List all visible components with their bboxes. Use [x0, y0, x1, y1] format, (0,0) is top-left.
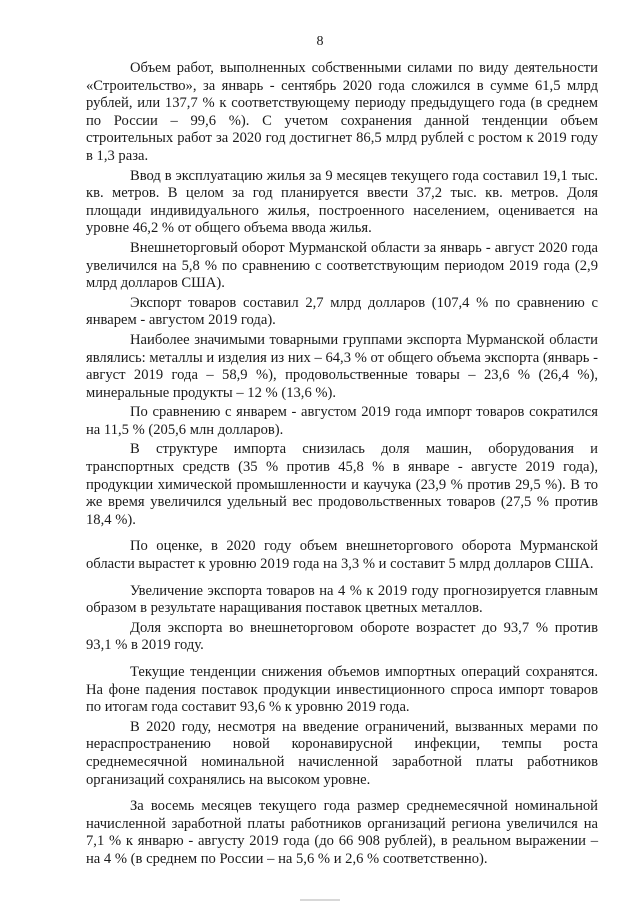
paragraph-export-groups: Наиболее значимыми товарными группами экспорта Мурманской области являлись: металлы и изделия из них – 64,3 % от общего объема экспорта (январь - август 2019 года – 58,9 %), продовольственные товары – 23,6 % (26,4 %), минеральные продукты – 12 % (13,6 %).: [86, 331, 598, 401]
paragraph-trade-turnover: Внешнеторговый оборот Мурманской области за январь - август 2020 года увеличился на 5,8 % по сравнению с соответствующим периодом 2019 года (2,9 млрд долларов США).: [86, 239, 598, 292]
paragraph-housing: Ввод в эксплуатацию жилья за 9 месяцев текущего года составил 19,1 тыс. кв. метров. В целом за год планируется ввести 37,2 тыс. кв. метров. Доля площади индивидуального жилья, построенного населением, оценивается на уровне 46,2 % от общего объема ввода жилья.: [86, 167, 598, 237]
paragraph-construction: Объем работ, выполненных собственными силами по виду деятельности «Строительство», за январь - сентябрь 2020 года сложился в сумме 61,5 млрд рублей, или 137,7 % к соответствующему периоду предыдущего года (в среднем по России – 99,6 %). С учетом сохранения данной тенденции объем строительных работ за 2020 год достигнет 86,5 млрд рублей с ростом к 2019 году в 1,3 раза.: [86, 60, 598, 164]
paragraph-trade-forecast: По оценке, в 2020 году объем внешнеторгового оборота Мурманской области вырастет к уровню 2019 года на 3,3 % и составит 5 млрд долларов США.: [86, 538, 598, 573]
document-body: [86, 60, 598, 871]
paragraph-export-share: Доля экспорта во внешнеторговом обороте возрастет до 93,7 % против 93,1 % в 2019 году.: [86, 619, 598, 654]
paragraph-import-structure: В структуре импорта снизилась доля машин, оборудования и транспортных средств (35 % против 45,8 % в январе - августе 2019 года), продукции химической промышленности и каучука (23,9 % против 29,5 %). В то же время увеличился удельный вес продовольственных товаров (27,5 % против 18,4 %).: [86, 441, 598, 528]
paragraph-import-trend: Текущие тенденции снижения объемов импортных операций сохранятся. На фоне падения поставок продукции инвестиционного спроса импорт товаров по итогам года составит 93,6 % к уровню 2019 года.: [86, 664, 598, 716]
paragraph-import: По сравнению с январем - августом 2019 года импорт товаров сократился на 11,5 % (205,6 млн долларов).: [86, 404, 598, 438]
paragraph-export-forecast: Увеличение экспорта товаров на 4 % к 2019 году прогнозируется главным образом в результате наращивания поставок цветных металлов.: [86, 582, 598, 617]
paragraph-wages-growth: За восемь месяцев текущего года размер среднемесячной номинальной начисленной заработной платы работников организаций региона увеличился на 7,1 % к январю - августу 2019 года (до 66 908 рублей), в реальном выражении – на 4 % (в среднем по России – на 5,6 % и 2,6 % соответственно).: [86, 798, 598, 867]
paragraph-wages: В 2020 году, несмотря на введение ограничений, вызванных мерами по нераспространению новой коронавирусной инфекции, темпы роста среднемесячной номинальной начисленной заработной платы работников организаций сохранялись на высоком уровне.: [86, 718, 598, 788]
page-number: 8: [316, 34, 324, 49]
page-bottom-mark: [300, 899, 340, 901]
paragraph-export: Экспорт товаров составил 2,7 млрд долларов (107,4 % по сравнению с январем - августом 2019 года).: [86, 294, 598, 329]
